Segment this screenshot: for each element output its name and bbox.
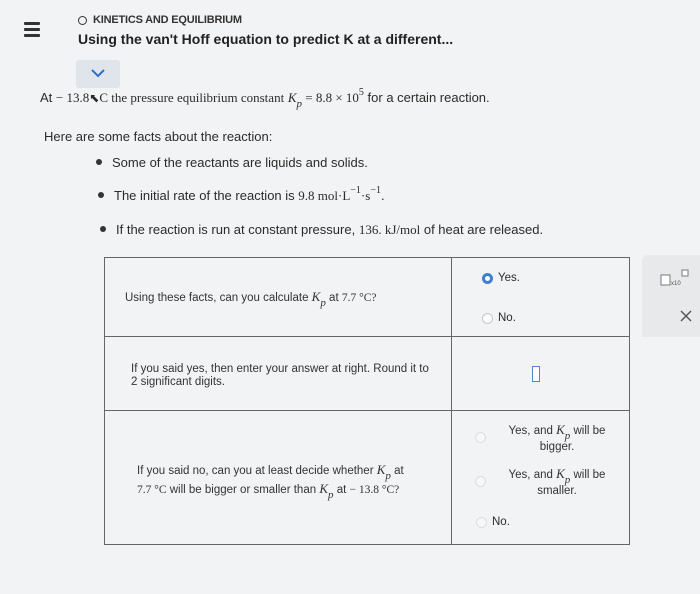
question-row-2: If you said yes, then enter your answer at right. Round it to 2 significant digits. — [131, 363, 429, 388]
radio-selected-icon — [482, 273, 493, 284]
answer-input[interactable] — [532, 366, 540, 382]
list-item: Some of the reactants are liquids and solids. — [96, 155, 368, 170]
bigger-radio[interactable] — [475, 432, 491, 443]
category-label: KINETICS AND EQUILIBRIUM — [93, 14, 242, 26]
mouse-cursor-icon: ⬉ — [89, 91, 100, 105]
list-item: If the reaction is run at constant pressure, 136. kJ/mol of heat are released. — [100, 222, 543, 238]
question-text: At − 13.8⬉C the pressure equilibrium constant $K_p = 8.8 \times 10^5$ for a certain reaction. — [40, 87, 490, 110]
yes-radio[interactable]: Yes. — [482, 272, 520, 284]
x10-icon — [660, 269, 690, 289]
tool-panel — [642, 255, 700, 337]
header — [0, 0, 700, 62]
list-item: The initial rate of the reaction is 9.8 mol·L −1 ·s −1 . — [98, 188, 385, 204]
page-title: Using the van't Hoff equation to predict K at a different... — [78, 31, 454, 47]
radio-icon — [475, 476, 486, 487]
question-row-3: If you said no, can you at least decide whether Kp at 7.7 °C will be bigger or smaller than Kp at − 13.8 °C? — [137, 462, 404, 501]
scientific-notation-button[interactable] — [660, 269, 690, 294]
no-decide-radio[interactable]: No. — [476, 516, 510, 528]
radio-icon — [482, 313, 493, 324]
answer-table — [104, 257, 630, 545]
close-icon — [680, 310, 692, 322]
bullet-icon — [96, 159, 102, 165]
breadcrumb — [78, 14, 242, 26]
row-divider — [105, 410, 629, 411]
no-radio[interactable]: No. — [482, 312, 516, 324]
row-divider — [105, 336, 629, 337]
bullet-icon — [100, 226, 106, 232]
facts-heading: Here are some facts about the reaction: — [44, 129, 273, 144]
column-divider — [451, 258, 452, 544]
question-row-1: Using these facts, can you calculate Kp at 7.7 °C? — [125, 289, 377, 309]
collapse-button[interactable] — [76, 60, 120, 88]
smaller-radio[interactable] — [475, 476, 491, 487]
menu-icon[interactable] — [24, 22, 42, 40]
bullet-icon — [98, 192, 104, 198]
radio-icon — [475, 432, 486, 443]
bigger-choice-label[interactable]: Yes, and Kp will be bigger. — [508, 422, 606, 453]
topic-circle-icon — [78, 16, 87, 25]
smaller-choice-label[interactable]: Yes, and Kp will be smaller. — [508, 466, 606, 497]
svg-text:x10: x10 — [671, 281, 681, 287]
radio-icon — [476, 517, 487, 528]
clear-button[interactable] — [680, 309, 692, 327]
chevron-down-icon — [90, 68, 106, 79]
